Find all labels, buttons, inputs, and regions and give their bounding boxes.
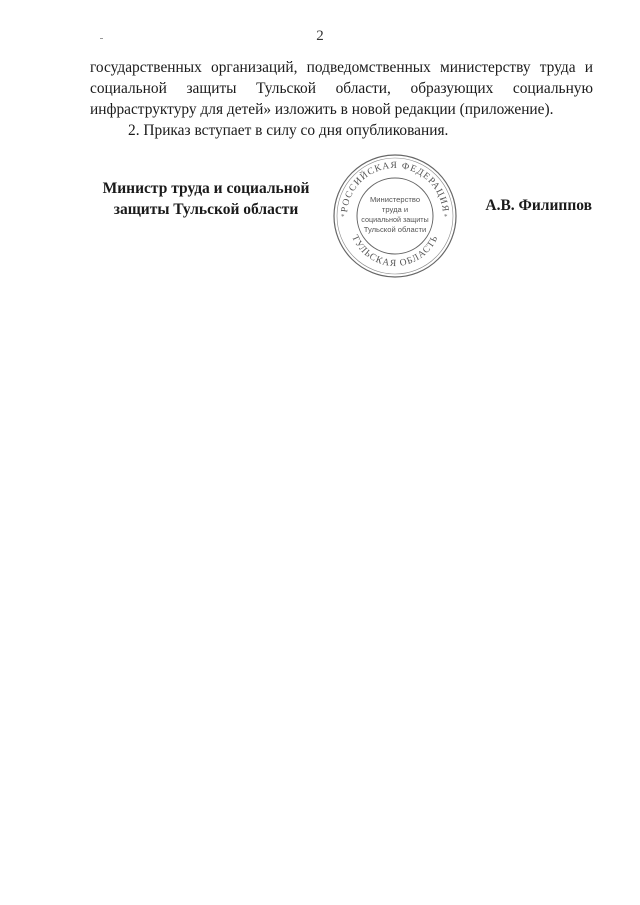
signatory-title-line1: Министр труда и социальной bbox=[102, 180, 310, 197]
seal-center-line3: социальной защиты bbox=[361, 215, 429, 224]
paragraph2: 2. Приказ вступает в силу со дня опубликования. bbox=[128, 122, 449, 139]
page-number: 2 bbox=[316, 28, 324, 44]
signatory-title-line2: защиты Тульской области bbox=[113, 201, 299, 218]
official-seal bbox=[331, 152, 459, 280]
seal-star-right: * bbox=[444, 213, 448, 221]
seal-graphic bbox=[331, 152, 459, 280]
seal-ring-top: РОССИЙСКАЯ ФЕДЕРАЦИЯ bbox=[340, 160, 450, 214]
paragraph1-line1: государственных организаций, подведомственных министерству труда и bbox=[90, 59, 593, 76]
scan-artifact bbox=[100, 38, 103, 39]
paragraph1-line3: инфраструктуру для детей» изложить в новой редакции (приложение). bbox=[90, 101, 554, 118]
paragraph1-line2: социальной защиты Тульской области, образующих социальную bbox=[90, 80, 593, 97]
signatory-title bbox=[100, 178, 312, 220]
seal-center-line1: Министерство bbox=[369, 195, 421, 204]
seal-ring-bottom: ТУЛЬСКАЯ ОБЛАСТЬ bbox=[349, 233, 441, 270]
seal-star-left: * bbox=[341, 213, 345, 221]
document-body bbox=[90, 57, 593, 141]
svg-text:ТУЛЬСКАЯ ОБЛАСТЬ bbox=[349, 234, 440, 269]
signatory-name: А.В. Филиппов bbox=[485, 197, 592, 214]
seal-center-line4: Тульской области bbox=[363, 225, 427, 234]
seal-center-line2: труда и bbox=[381, 205, 409, 214]
